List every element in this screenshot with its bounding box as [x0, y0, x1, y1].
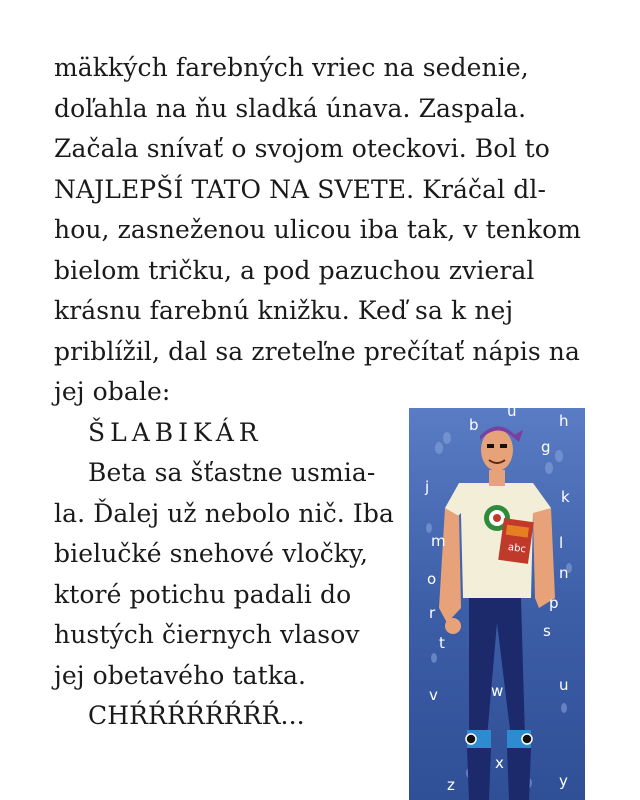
book-title: ŠLABIKÁR: [88, 417, 263, 447]
floating-letter: z: [447, 776, 455, 794]
floating-letter: r: [429, 604, 436, 622]
floating-letter: t: [439, 634, 445, 652]
floating-letter: k: [561, 488, 570, 506]
floating-letter: j: [425, 478, 430, 496]
text-line: NAJLEPŠÍ TATO NA SVETE. Kráčal dl-: [54, 174, 547, 204]
floating-letter: o: [427, 570, 437, 588]
text-line: hustých čiernych vlasov: [54, 620, 360, 649]
floating-letter: b: [469, 416, 479, 434]
text-line: mäkkých farebných vriec na sedenie,: [54, 53, 529, 82]
floating-letter: m: [431, 532, 446, 550]
floating-letter: n: [559, 564, 569, 582]
text-line: jej obetavého tatka.: [54, 660, 307, 690]
text-line: krásnu farebnú knižku. Keď sa k nej: [54, 296, 514, 325]
floating-letter: p: [549, 594, 559, 612]
illustration-svg: [409, 408, 585, 800]
text-line: Beta sa šťastne usmia-: [88, 458, 376, 487]
floating-letter: w: [491, 682, 504, 700]
floating-letter: s: [543, 622, 551, 640]
floating-letter: g: [541, 438, 551, 456]
floating-letter: v: [429, 686, 438, 704]
floating-letter: h: [559, 412, 569, 430]
text-line: priblížil, dal sa zreteľne prečítať nápis na: [54, 336, 581, 366]
text-line: hou, zasneženou ulicou iba tak, v tenkom: [54, 215, 582, 244]
floating-letter: u: [559, 676, 569, 694]
text-line: ktoré potichu padali do: [54, 579, 352, 609]
floating-letter: y: [559, 772, 568, 790]
text-line: la. Ďalej už nebolo nič. Iba: [54, 498, 394, 528]
text-line: doľahla na ňu sladká únava. Zaspala.: [54, 93, 527, 123]
text-line: Začala snívať o svojom oteckovi. Bol to: [54, 134, 550, 163]
text-line: bielučké snehové vločky,: [54, 539, 368, 568]
floating-letter: l: [559, 534, 564, 552]
snore-text: CHŔŔŔŔŔŔŔŔ...: [88, 701, 305, 730]
text-line: bielom tričku, a pod pazuchou zvieral: [54, 255, 535, 285]
book: [498, 518, 534, 564]
text-line: jej obale:: [54, 377, 171, 406]
illustration-man-with-book: [409, 408, 585, 800]
floating-letter: u: [507, 408, 517, 420]
book-cover-text: abc: [507, 542, 527, 556]
floating-letter: x: [495, 754, 504, 772]
